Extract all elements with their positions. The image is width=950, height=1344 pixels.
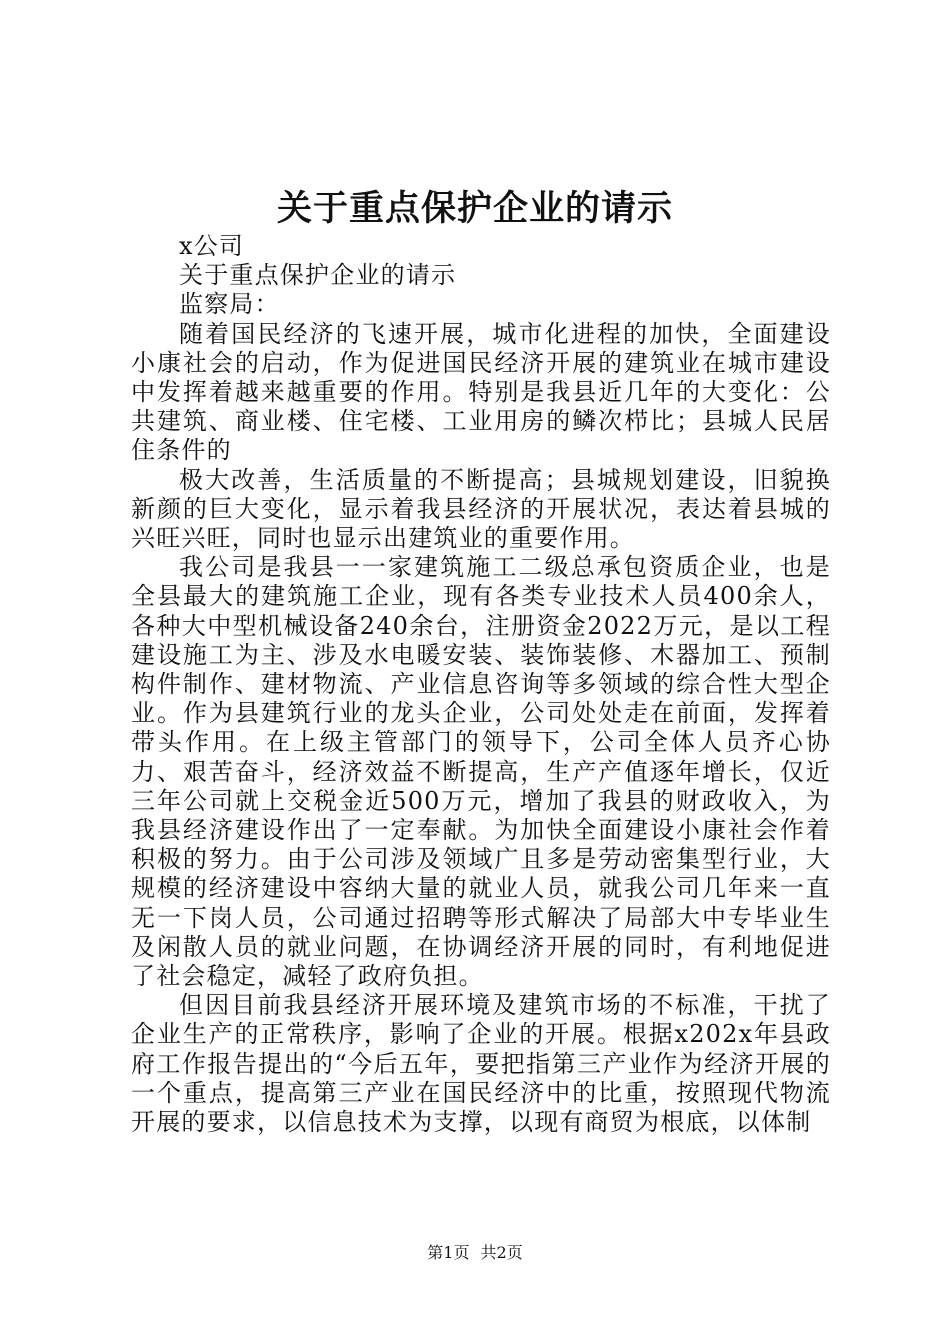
subject-line: 关于重点保护企业的请示 bbox=[179, 261, 457, 290]
company-line: x公司 bbox=[179, 232, 245, 260]
body-paragraph: 但因目前我县经济开展环境及建筑市场的不标准，干扰了企业生产的正常秩序，影响了企业的开展。根据x202x年县政府工作报告提出的“今后五年，要把指第三产业作为经济开展的一个重点，提高第三产业在国民经济中的比重，按照现代物流开展的要求，以信息技术为支撑，以现有商贸为根底，以体制 bbox=[131, 991, 831, 1137]
page-total: 共2页 bbox=[480, 1243, 523, 1262]
document-body bbox=[131, 232, 831, 1137]
body-paragraph: 极大改善，生活质量的不断提高；县城规划建设，旧貌换新颜的巨大变化，显示着我县经济的开展状况，表达着县城的兴旺兴旺，同时也显示出建筑业的重要作用。 bbox=[131, 465, 831, 553]
addressee-line: 监察局： bbox=[179, 290, 280, 319]
page-footer bbox=[0, 1242, 950, 1264]
document-title: 关于重点保护企业的请示 bbox=[276, 188, 673, 229]
body-paragraph: 随着国民经济的飞速开展，城市化进程的加快，全面建设小康社会的启动，作为促进国民经济开展的建筑业在城市建设中发挥着越来越重要的作用。特别是我县近几年的大变化：公共建筑、商业楼、住宅楼、工业用房的鳞次栉比；县城人民居住条件的 bbox=[131, 319, 831, 465]
page-number: 第1页 bbox=[427, 1243, 470, 1262]
body-paragraph: 我公司是我县一一家建筑施工二级总承包资质企业，也是全县最大的建筑施工企业，现有各类专业技术人员400余人，各种大中型机械设备240余台，注册资金2022万元，是以工程建设施工为主、涉及水电暖安装、装饰装修、木器加工、预制构件制作、建材物流、产业信息咨询等多领域的综合性大型企业。作为县建筑行业的龙头企业，公司处处走在前面，发挥着带头作用。在上级主管部门的领导下，公司全体人员齐心协力、艰苦奋斗，经济效益不断提高，生产产值逐年增长，仅近三年公司就上交税金近500万元，增加了我县的财政收入，为我县经济建设作出了一定奉献。为加快全面建设小康社会作着积极的努力。由于公司涉及领域广且多是劳动密集型行业，大规模的经济建设中容纳大量的就业人员，就我公司几年来一直无一下岗人员，公司通过招聘等形式解决了局部大中专毕业生及闲散人员的就业问题，在协调经济开展的同时，有利地促进了社会稳定，减轻了政府负担。 bbox=[131, 553, 831, 991]
